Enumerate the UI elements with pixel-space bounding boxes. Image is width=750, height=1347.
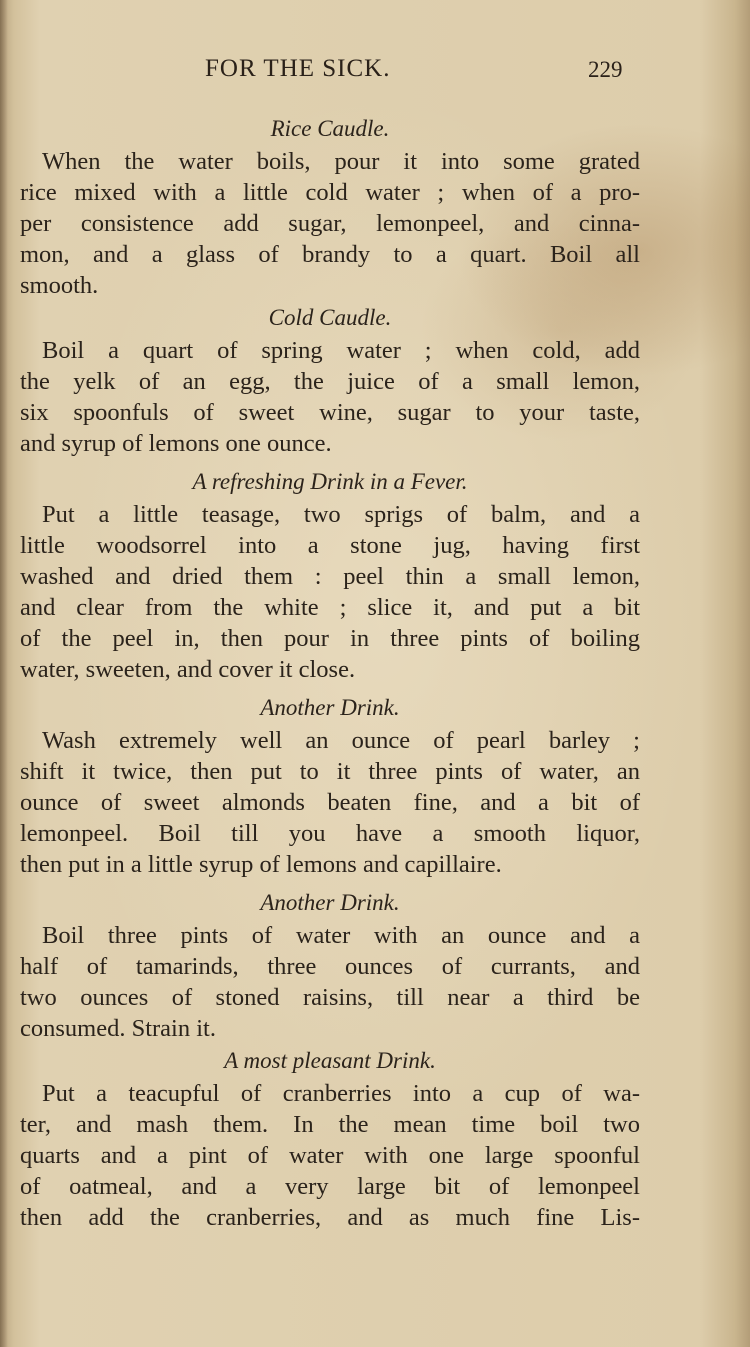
text-line: then put in a little syrup of lemons and capillaire. bbox=[20, 851, 502, 878]
text-line: per consistence add sugar, lemonpeel, and cinna- bbox=[20, 210, 640, 237]
recipe-title: Rice Caudle. bbox=[270, 116, 390, 141]
text-line: ounce of sweet almonds beaten fine, and a bit of bbox=[20, 789, 640, 816]
text-line: water, sweeten, and cover it close. bbox=[20, 656, 356, 683]
text-line: then add the cranberries, and as much fine Lis- bbox=[20, 1204, 640, 1231]
page-body bbox=[20, 112, 640, 1233]
text-line: of oatmeal, and a very large bit of lemonpeel bbox=[20, 1173, 640, 1200]
text-line: washed and dried them : peel thin a small lemon, bbox=[20, 563, 640, 590]
text-line: Wash extremely well an ounce of pearl barley ; bbox=[42, 727, 640, 754]
text-line: of the peel in, then pour in three pints of boiling bbox=[20, 625, 640, 652]
recipe-cold-caudle bbox=[20, 301, 640, 459]
running-head: FOR THE SICK. bbox=[205, 55, 391, 82]
text-line: mon, and a glass of brandy to a quart. Boil all bbox=[20, 241, 640, 268]
text-line: ter, and mash them. In the mean time boil two bbox=[20, 1111, 640, 1138]
text-line: six spoonfuls of sweet wine, sugar to your taste, bbox=[20, 399, 640, 426]
recipe-title: A refreshing Drink in a Fever. bbox=[192, 469, 468, 494]
text-line: consumed. Strain it. bbox=[20, 1015, 216, 1042]
text-line: half of tamarinds, three ounces of currants, and bbox=[20, 953, 640, 980]
text-line: smooth. bbox=[20, 272, 99, 299]
page-number: 229 bbox=[588, 57, 623, 82]
recipe-title: Another Drink. bbox=[260, 695, 400, 720]
text-line: and clear from the white ; slice it, and put a bit bbox=[20, 594, 640, 621]
text-line: When the water boils, pour it into some grated bbox=[42, 148, 640, 175]
text-line: Put a little teasage, two sprigs of balm, and a bbox=[42, 501, 640, 528]
recipe-title: Another Drink. bbox=[260, 890, 400, 915]
recipe-refreshing-drink bbox=[20, 465, 640, 685]
recipe-another-drink-barley bbox=[20, 691, 640, 880]
text-line: and syrup of lemons one ounce. bbox=[20, 430, 332, 457]
text-line: the yelk of an egg, the juice of a small lemon, bbox=[20, 368, 640, 395]
recipe-rice-caudle bbox=[20, 112, 640, 301]
recipe-title: A most pleasant Drink. bbox=[224, 1048, 436, 1073]
text-line: two ounces of stoned raisins, till near a third be bbox=[20, 984, 640, 1011]
recipe-title: Cold Caudle. bbox=[268, 305, 392, 330]
text-line: little woodsorrel into a stone jug, having first bbox=[20, 532, 640, 559]
text-line: rice mixed with a little cold water ; when of a pro- bbox=[20, 179, 640, 206]
text-line: Boil three pints of water with an ounce and a bbox=[42, 922, 640, 949]
text-line: lemonpeel. Boil till you have a smooth liquor, bbox=[20, 820, 640, 847]
recipe-most-pleasant-drink bbox=[20, 1044, 640, 1233]
text-line: quarts and a pint of water with one large spoonful bbox=[20, 1142, 640, 1169]
text-line: shift it twice, then put to it three pints of water, an bbox=[20, 758, 640, 785]
text-line: Boil a quart of spring water ; when cold, add bbox=[42, 337, 640, 364]
page-header bbox=[0, 55, 750, 91]
recipe-another-drink-tamarinds bbox=[20, 886, 640, 1044]
text-line: Put a teacupful of cranberries into a cup of wa- bbox=[42, 1080, 640, 1107]
page-gutter-shadow bbox=[0, 0, 8, 1347]
